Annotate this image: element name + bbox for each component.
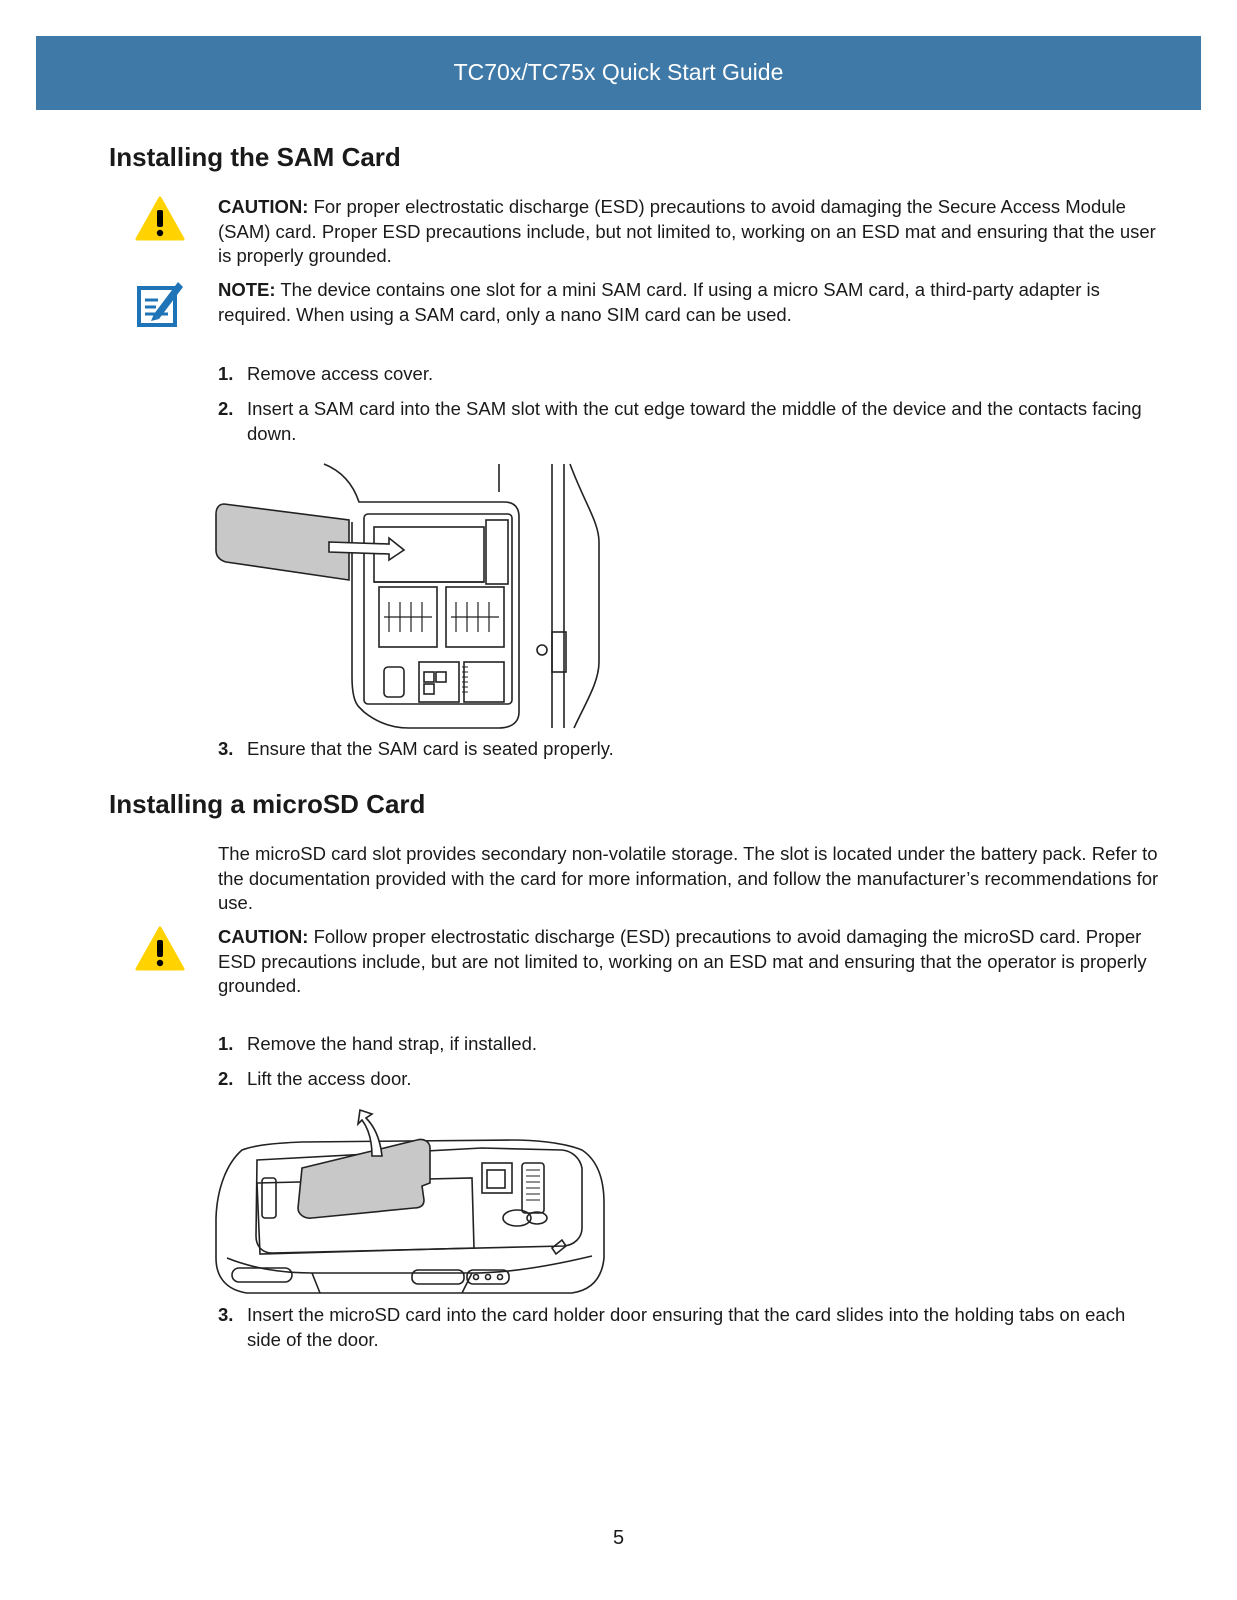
page-number: 5: [612, 1527, 625, 1549]
warning-triangle-icon: [135, 926, 185, 977]
access-door-lift-illustration: [212, 1108, 610, 1309]
sam-caution-body: For proper electrostatic discharge (ESD) precautions to avoid damaging the Secure Access Module (SAM) card. Proper ESD precautions include, but not limited to, working on an ESD mat and ensuring that the user is properly grounded.: [218, 196, 1156, 266]
microsd-step-1: [218, 1032, 1163, 1057]
microsd-section-heading: Installing a microSD Card: [109, 789, 426, 819]
sam-note-label: NOTE:: [218, 279, 276, 300]
sam-card-insertion-illustration: [214, 462, 614, 737]
sam-note-body: The device contains one slot for a mini SAM card. If using a micro SAM card, a third-party adapter is required. When using a SAM card, only a nano SIM card can be used.: [218, 279, 1100, 325]
step-number: 3.: [218, 1304, 234, 1325]
sam-step-1: [218, 362, 1163, 387]
step-number: 1.: [218, 363, 234, 384]
microsd-caution-body: Follow proper electrostatic discharge (ESD) precautions to avoid damaging the microSD card. Proper ESD precautions include, but are not limited to, working on an ESD mat and ensuring that the operator is properly grounded.: [218, 926, 1147, 996]
sam-caution-label: CAUTION:: [218, 196, 309, 217]
sam-section-heading: Installing the SAM Card: [109, 142, 401, 172]
step-number: 3.: [218, 738, 234, 759]
step-text: Remove access cover.: [247, 363, 434, 384]
sam-step-3: [218, 737, 1163, 762]
warning-triangle-icon: [135, 196, 185, 247]
step-text: Ensure that the SAM card is seated properly.: [247, 738, 614, 759]
header-bar: [36, 36, 1201, 110]
step-text: Insert a SAM card into the SAM slot with the cut edge toward the middle of the device and the contacts facing down.: [247, 398, 1142, 444]
step-number: 2.: [218, 398, 234, 419]
header-title: TC70x/TC75x Quick Start Guide: [453, 59, 784, 85]
step-number: 1.: [218, 1033, 234, 1054]
step-text: Insert the microSD card into the card holder door ensuring that the card slides into the holding tabs on each side of the door.: [247, 1304, 1126, 1350]
step-text: Remove the hand strap, if installed.: [247, 1033, 537, 1054]
microsd-caution-label: CAUTION:: [218, 926, 309, 947]
sam-caution-text: [218, 195, 1163, 269]
microsd-intro-text: The microSD card slot provides secondary non-volatile storage. The slot is located under the battery pack. Refer to the documentation provided with the card for more information, and follow the manufacturer’s recommendations for use.: [218, 843, 1159, 913]
step-text: Lift the access door.: [247, 1068, 412, 1089]
sam-note-text: [218, 278, 1163, 327]
sam-step-2: [218, 397, 1163, 446]
microsd-step-2: [218, 1067, 1163, 1092]
microsd-caution-text: [218, 925, 1163, 999]
microsd-step-3: [218, 1303, 1163, 1352]
note-pencil-icon: [136, 276, 184, 333]
step-number: 2.: [218, 1068, 234, 1089]
